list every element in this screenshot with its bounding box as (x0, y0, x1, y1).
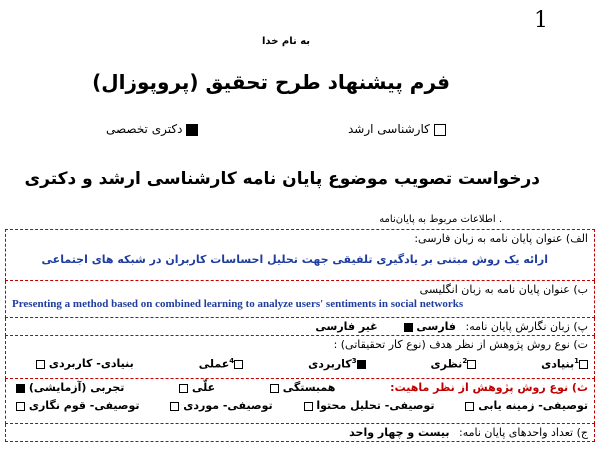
option-label: بنیادی (541, 357, 575, 371)
purpose-theoretical[interactable] (431, 357, 477, 371)
nature-content-analysis[interactable] (304, 399, 435, 412)
checkbox-icon[interactable] (304, 402, 313, 411)
checkbox-icon[interactable] (36, 360, 45, 369)
option-label: توصیفی- زمینه یابی (478, 399, 588, 412)
degree-masters[interactable] (348, 122, 446, 136)
option-label: توصیفی- موردی (183, 399, 273, 412)
checkbox-icon[interactable] (270, 384, 279, 393)
lang-persian-checkbox[interactable] (404, 323, 413, 332)
persian-title-value: ارائه یک روش مبتنی بر یادگیری تلفیقی جهت تحلیل احساسات کاربران در شبکه های اجتماعی (41, 253, 548, 266)
footnote-mark: 4 (229, 357, 235, 365)
bismillah: به نام خدا (262, 36, 311, 47)
checkbox-icon[interactable] (16, 384, 25, 393)
option-label: توصیفی- تحلیل محتوا (316, 399, 435, 412)
phd-checkbox[interactable] (186, 124, 198, 136)
phd-label: دکتری تخصصی (106, 122, 183, 136)
nature-correlational[interactable] (270, 381, 336, 394)
footnote-mark: 1 (574, 357, 579, 365)
purpose-options (12, 357, 588, 371)
row-se (6, 379, 595, 424)
nature-line2 (12, 399, 588, 412)
credits-value: بیست و چهار واحد (349, 426, 450, 439)
purpose-applied[interactable] (308, 357, 365, 371)
row-je (6, 424, 595, 442)
checkbox-icon[interactable] (467, 360, 476, 369)
option-label: نظری (430, 357, 463, 371)
row-pe (6, 318, 595, 336)
page-number: 1 (534, 8, 548, 33)
checkbox-icon[interactable] (170, 402, 179, 411)
degree-phd[interactable] (106, 122, 198, 136)
checkbox-icon[interactable] (179, 384, 188, 393)
row-se-label: ث) نوع روش پژوهش از نظر ماهیت: (390, 381, 588, 394)
masters-checkbox[interactable] (434, 124, 446, 136)
row-te (6, 336, 595, 379)
page-subtitle: درخواست تصویب موضوع پایان نامه کارشناسی ارشد و دکتری (24, 169, 540, 189)
row-pe-label: پ) زبان نگارش پایان نامه: (465, 320, 588, 333)
row-te-label: ت) نوع روش پژوهش از نظر هدف (نوع کار تحقیقاتی) : (333, 338, 588, 351)
row-be (6, 281, 595, 318)
row-be-label: ب) عنوان پایان نامه به زبان انگلیسی (419, 283, 588, 296)
lang-persian-option[interactable] (400, 320, 456, 333)
checkbox-icon[interactable] (16, 402, 25, 411)
checkbox-icon[interactable] (234, 360, 243, 369)
option-label: توصیفی- قوم نگاری (28, 399, 140, 412)
option-label: عملی (198, 357, 230, 371)
nature-line1 (12, 381, 588, 394)
option-label: علّی (191, 381, 216, 394)
option-label: کاربردی (308, 357, 352, 371)
english-title-value: Presenting a method based on combined learning to analyze users' sentiments in social networks (12, 298, 464, 310)
row-je-label: ج) تعداد واحدهای پایان نامه: (459, 426, 588, 439)
lang-persian-label: فارسی (416, 320, 457, 333)
section-header (379, 214, 502, 225)
nature-survey[interactable] (465, 399, 588, 412)
option-label: تجربی (آزمایشی) (28, 381, 125, 394)
checkbox-icon[interactable] (357, 360, 366, 369)
page-title: فرم پیشنهاد طرح تحقیق (پروپوزال) (92, 70, 450, 94)
nature-experimental[interactable] (16, 381, 124, 394)
masters-label: کارشناسی ارشد (348, 122, 430, 136)
footnote-mark: 3 (351, 357, 357, 365)
option-label: همبستگی (282, 381, 336, 394)
checkbox-icon[interactable] (579, 360, 588, 369)
checkbox-icon[interactable] (465, 402, 474, 411)
purpose-fundamental-applied[interactable] (36, 357, 134, 370)
nature-causal[interactable] (179, 381, 215, 394)
footnote-mark: 2 (462, 357, 468, 365)
nature-ethnography[interactable] (16, 399, 140, 412)
purpose-fundamental[interactable] (541, 357, 588, 371)
bullet-icon: . (498, 214, 502, 225)
row-alef (6, 230, 595, 281)
thesis-info-table (5, 229, 595, 442)
lang-nonpersian-option: غیر فارسی (315, 320, 378, 333)
section-header-text: اطلاعات مربوط به پایان‌نامه (379, 214, 496, 225)
row-alef-label: الف) عنوان پایان نامه به زبان فارسی: (414, 232, 588, 245)
option-label: بنیادی- کاربردی (48, 357, 134, 371)
purpose-practical[interactable] (199, 357, 243, 371)
nature-case-study[interactable] (170, 399, 272, 412)
